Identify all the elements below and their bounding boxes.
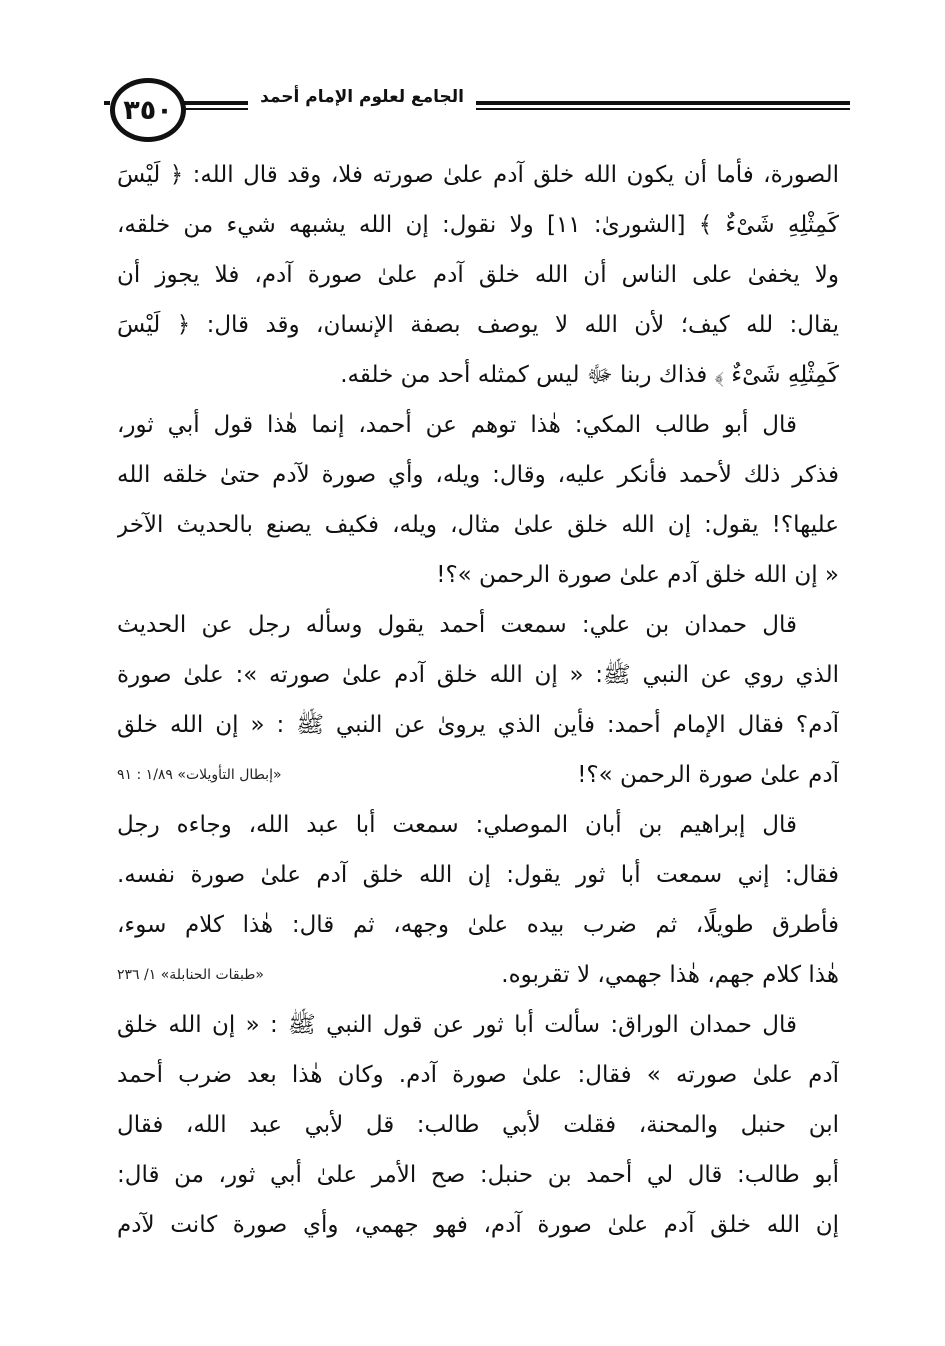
text-line: الصورة، فأما أن يكون الله خلق آدم علىٰ صورته فلا، وقد قال الله: ﴿ لَيْسَ [117, 162, 839, 188]
text-line: آدم علىٰ صورة الرحمن »؟! [577, 762, 839, 788]
text-line: يقال: لله كيف؛ لأن الله لا يوصف بصفة الإنسان، وقد قال: ﴿ لَيْسَ [117, 312, 839, 338]
text-line: أبو طالب: قال لي أحمد بن حنبل: صح الأمر علىٰ أبي ثور، من قال: [117, 1162, 839, 1188]
text-line: إن الله خلق آدم علىٰ صورة آدم، فهو جهمي، وأي صورة كانت لآدم [117, 1212, 839, 1238]
header-rule-left-thin [176, 108, 248, 110]
text-line-with-source [117, 950, 839, 1000]
source-reference: «طبقات الحنابلة» ١/ ٢٣٦ [117, 967, 264, 983]
text-line: كَمِثْلِهِ شَىْءٌ ﴾ فذاك ربنا ﷻ ليس كمثله أحد من خلقه. [340, 362, 839, 388]
text-line: آدم؟ فقال الإمام أحمد: فأين الذي يروىٰ عن النبي ﷺ : « إن الله خلق [117, 712, 839, 738]
page-header [110, 70, 850, 150]
text-line: عليها؟! يقول: إن الله خلق علىٰ مثال، ويله، فكيف يصنع بالحديث الآخر [117, 512, 839, 538]
text-line: فقال: إني سمعت أبا ثور يقول: إن الله خلق آدم علىٰ صورة نفسه. [117, 862, 839, 888]
source-reference: «إبطال التأويلات» ١/٨٩ : ٩١ [117, 767, 282, 783]
body-text [117, 150, 839, 1250]
text-line: آدم علىٰ صورته » فقال: علىٰ صورة آدم. وكان هٰذا بعد ضرب أحمد [117, 1062, 839, 1088]
header-rule-right-thin [476, 108, 850, 110]
text-line: كَمِثْلِهِ شَىْءٌ ﴾ [الشورىٰ: ١١] ولا نقول: إن الله يشبهه شيء من خلقه، [117, 212, 839, 238]
text-line: قال حمدان بن علي: سمعت أحمد يقول وسأله رجل عن الحديث [117, 612, 797, 638]
header-rule-right [476, 101, 850, 105]
text-line: قال أبو طالب المكي: هٰذا توهم عن أحمد، إنما هٰذا قول أبي ثور، [117, 412, 797, 438]
text-line: هٰذا كلام جهم، هٰذا جهمي، لا تقربوه. [501, 962, 839, 988]
text-line: الذي روي عن النبي ﷺ: « إن الله خلق آدم علىٰ صورته »: علىٰ صورة [117, 662, 839, 688]
header-rule-left [176, 101, 248, 105]
text-line: فذكر ذلك لأحمد فأنكر عليه، وقال: ويله، وأي صورة لآدم حتىٰ خلقه الله [117, 462, 839, 488]
text-line: ابن حنبل والمحنة، فقلت لأبي طالب: قل لأبي عبد الله، فقال [117, 1112, 839, 1138]
text-line: ولا يخفىٰ على الناس أن الله خلق آدم علىٰ صورة آدم، فلا يجوز أن [117, 262, 839, 288]
text-line: قال حمدان الوراق: سألت أبا ثور عن قول النبي ﷺ : « إن الله خلق [117, 1012, 797, 1038]
page-number: ٣٥٠ [110, 78, 186, 142]
header-title: الجامع لعلوم الإمام أحمد [260, 87, 464, 107]
text-line-with-source [117, 750, 839, 800]
text-line: فأطرق طويلًا، ثم ضرب بيده علىٰ وجهه، ثم قال: هٰذا كلام سوء، [117, 912, 839, 938]
header-rule-edge [104, 101, 110, 105]
text-line: قال إبراهيم بن أبان الموصلي: سمعت أبا عبد الله، وجاءه رجل [117, 812, 797, 838]
text-line: « إن الله خلق آدم علىٰ صورة الرحمن »؟! [436, 562, 839, 588]
